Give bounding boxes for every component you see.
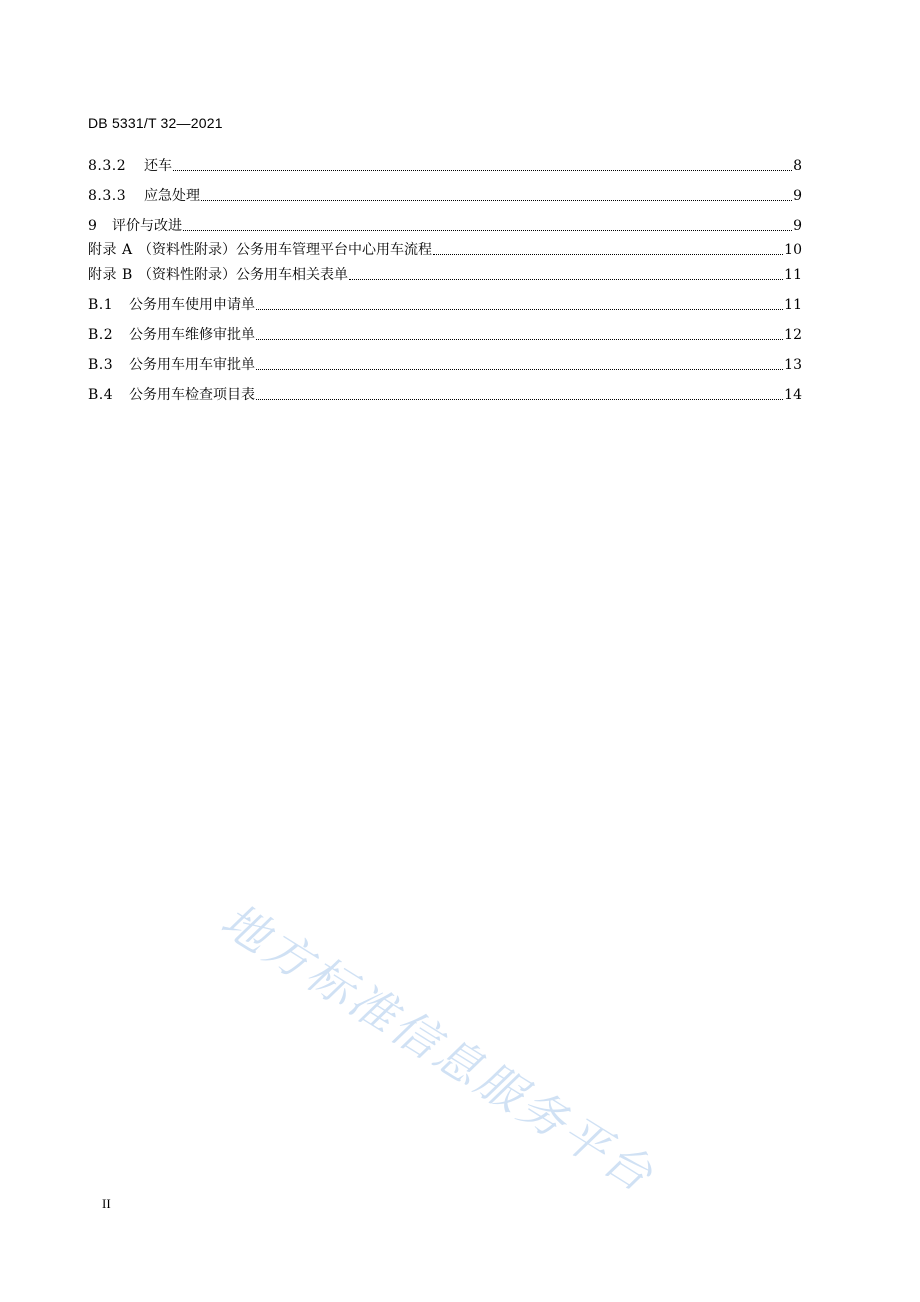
toc-entry-number: B.2 (88, 327, 114, 343)
toc-entry-number: 9 (88, 218, 98, 234)
toc-dot-leader (256, 399, 783, 400)
document-code: DB 5331/T 32—2021 (88, 115, 223, 131)
toc-entry-appendix-a[interactable] (88, 240, 802, 260)
toc-entry-b4[interactable] (88, 385, 802, 405)
toc-entry-title: （资料性附录）公务用车相关表单 (138, 267, 348, 283)
toc-dot-leader (256, 309, 783, 310)
toc-dot-leader (183, 230, 792, 231)
toc-entry-b3[interactable] (88, 355, 802, 375)
toc-entry-title: 评价与改进 (112, 218, 182, 234)
toc-dot-leader (349, 279, 783, 280)
toc-entry-title: 还车 (144, 158, 172, 174)
toc-entry-page: 13 (784, 357, 802, 373)
toc-entry-page: 11 (784, 297, 802, 313)
toc-entry-title: 应急处理 (144, 188, 200, 204)
toc-entry-number: B.4 (88, 387, 114, 403)
toc-entry-8-3-2[interactable] (88, 156, 802, 176)
toc-entry-page: 10 (784, 242, 802, 258)
toc-entry-title: 公务用车使用申请单 (129, 297, 255, 313)
toc-entry-b2[interactable] (88, 325, 802, 345)
toc-entry-number: 8.3.3 (88, 188, 127, 204)
toc-entry-appendix-b[interactable] (88, 265, 802, 285)
toc-entry-number: 附录 B (88, 267, 133, 283)
toc-dot-leader (201, 200, 792, 201)
toc-entry-number: B.1 (88, 297, 114, 313)
toc-dot-leader (256, 339, 783, 340)
toc-entry-number: B.3 (88, 357, 114, 373)
toc-entry-page: 14 (784, 387, 802, 403)
toc-entry-number: 8.3.2 (88, 158, 127, 174)
toc-entry-page: 12 (784, 327, 802, 343)
toc-dot-leader (173, 170, 792, 171)
toc-entry-title: （资料性附录）公务用车管理平台中心用车流程 (138, 242, 432, 258)
toc-entry-b1[interactable] (88, 295, 802, 315)
toc-entry-page: 8 (793, 158, 802, 174)
toc-dot-leader (433, 254, 783, 255)
toc-dot-leader (256, 369, 783, 370)
toc-entry-8-3-3[interactable] (88, 186, 802, 206)
page-number: II (102, 1196, 111, 1211)
toc-entry-page: 9 (793, 188, 802, 204)
toc-entry-page: 9 (793, 218, 802, 234)
toc-entry-title: 公务用车检查项目表 (129, 387, 255, 403)
toc-entry-9[interactable] (88, 216, 802, 236)
toc-entry-page: 11 (784, 267, 802, 283)
toc-entry-number: 附录 A (88, 242, 133, 258)
watermark: 地方标准信息服务平台 (212, 892, 665, 1204)
toc-entry-title: 公务用车用车审批单 (129, 357, 255, 373)
toc-entry-title: 公务用车维修审批单 (129, 327, 255, 343)
